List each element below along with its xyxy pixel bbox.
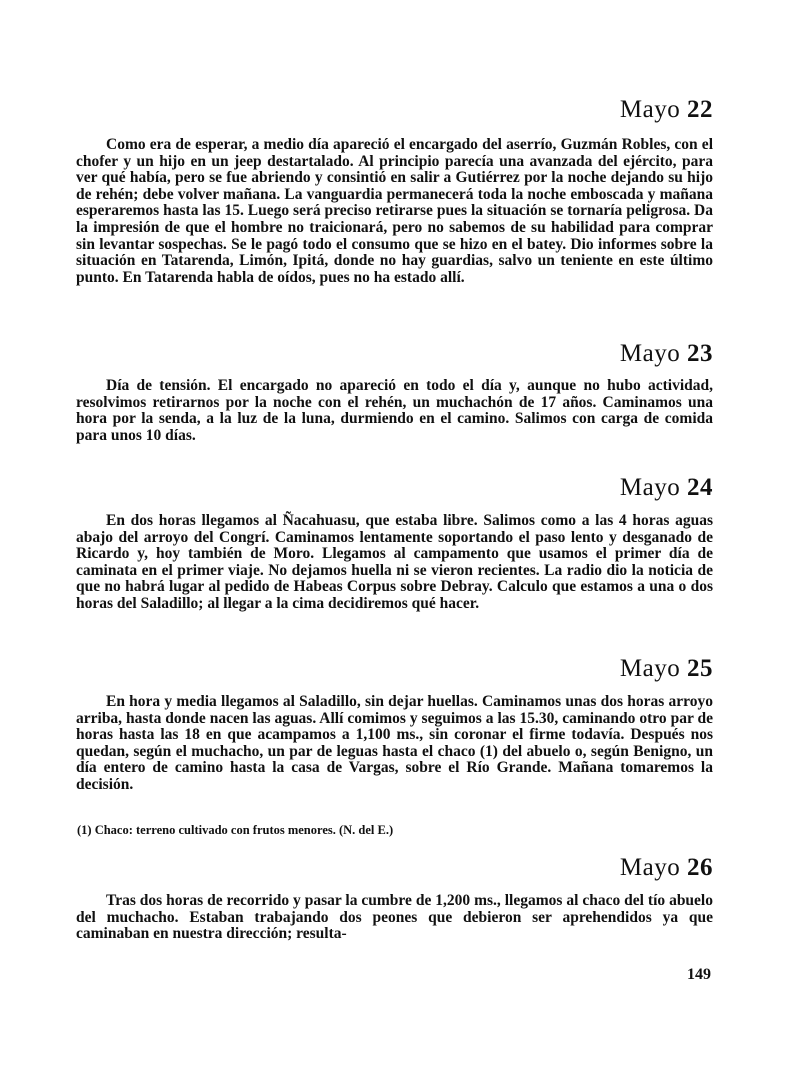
entry-text-may-25: En hora y media llegamos al Saladillo, sin dejar huellas. Caminamos unas dos horas arroyo arriba, hasta donde nacen las aguas. Allí comimos y seguimos a las 15.30, caminando otro par de horas hasta las 18 en que acampamos a 1,100 ms., sin coronar el firme todavía. Después nos quedan, según el muchacho, un par de leguas hasta el chaco (1) del abuelo o, según Benigno, un día entero de camino hasta la casa de Vargas, sobre el Río Grande. Mañana tomaremos la decisión. [76,693,713,793]
footnote: (1) Chaco: terreno cultivado con frutos menores. (N. del E.) [77,823,394,837]
heading-month: Mayo [619,655,681,682]
date-heading-may-26 [620,854,713,882]
date-heading-may-24 [620,474,713,502]
heading-day: 26 [687,854,713,881]
date-heading-may-23 [620,340,713,368]
entry-text-may-26: Tras dos horas de recorrido y pasar la cumbre de 1,200 ms., llegamos al chaco del tío abuelo del muchacho. Estaban trabajando dos peones que debieron ser aprehendidos ya que caminaban en nuestra dirección; resulta- [76,892,713,943]
heading-day: 22 [687,96,713,123]
heading-day: 24 [687,474,713,501]
heading-month: Mayo [619,854,681,881]
entry-text-may-24: En dos horas llegamos al Ñacahuasu, que estaba libre. Salimos como a las 4 horas aguas abajo del arroyo del Congrí. Caminamos lentamente soportando el paso lento y desganado de Ricardo y, hoy también de Moro. Llegamos al campamento que usamos el primer día de caminata en el primer viaje. No dejamos huella ni se vieron recientes. La radio dio la noticia de que no habrá lugar al pedido de Habeas Corpus sobre Debray. Calculo que estamos a una o dos horas del Saladillo; al llegar a la cima decidiremos qué hacer. [76,512,713,612]
heading-month: Mayo [619,474,681,501]
entry-text-may-22: Como era de esperar, a medio día apareció el encargado del aserrío, Guzmán Robles, con el chofer y un hijo en un jeep destartalado. Al principio parecía una avanzada del ejército, para ver qué había, pero se fue abriendo y consintió en salir a Gutiérrez por la noche dejando su hijo de rehén; debe volver mañana. La vanguardia permanecerá toda la noche emboscada y mañana esperaremos hasta las 15. Luego será preciso retirarse pues la situación se tornaría peligrosa. Da la impresión de que el hombre no traicionará, pero no sabemos de su habilidad para comprar sin levantar sospechas. Se le pagó todo el consumo que se hizo en el batey. Dio informes sobre la situación en Tatarenda, Limón, Ipitá, donde no hay guardias, salvo un teniente en este último punto. En Tatarenda habla de oídos, pues no ha estado allí. [76,136,713,286]
heading-day: 25 [687,655,713,682]
heading-month: Mayo [619,340,681,367]
heading-month: Mayo [619,96,681,123]
entry-text-may-23: Día de tensión. El encargado no apareció en todo el día y, aunque no hubo actividad, resolvimos retirarnos por la noche con el rehén, un muchachón de 17 años. Caminamos una hora por la senda, a la luz de la luna, durmiendo en el camino. Salimos con carga de comida para unos 10 días. [76,377,713,444]
date-heading-may-25 [620,655,713,683]
date-heading-may-22 [620,96,713,124]
page-number: 149 [687,966,711,983]
heading-day: 23 [687,340,713,367]
